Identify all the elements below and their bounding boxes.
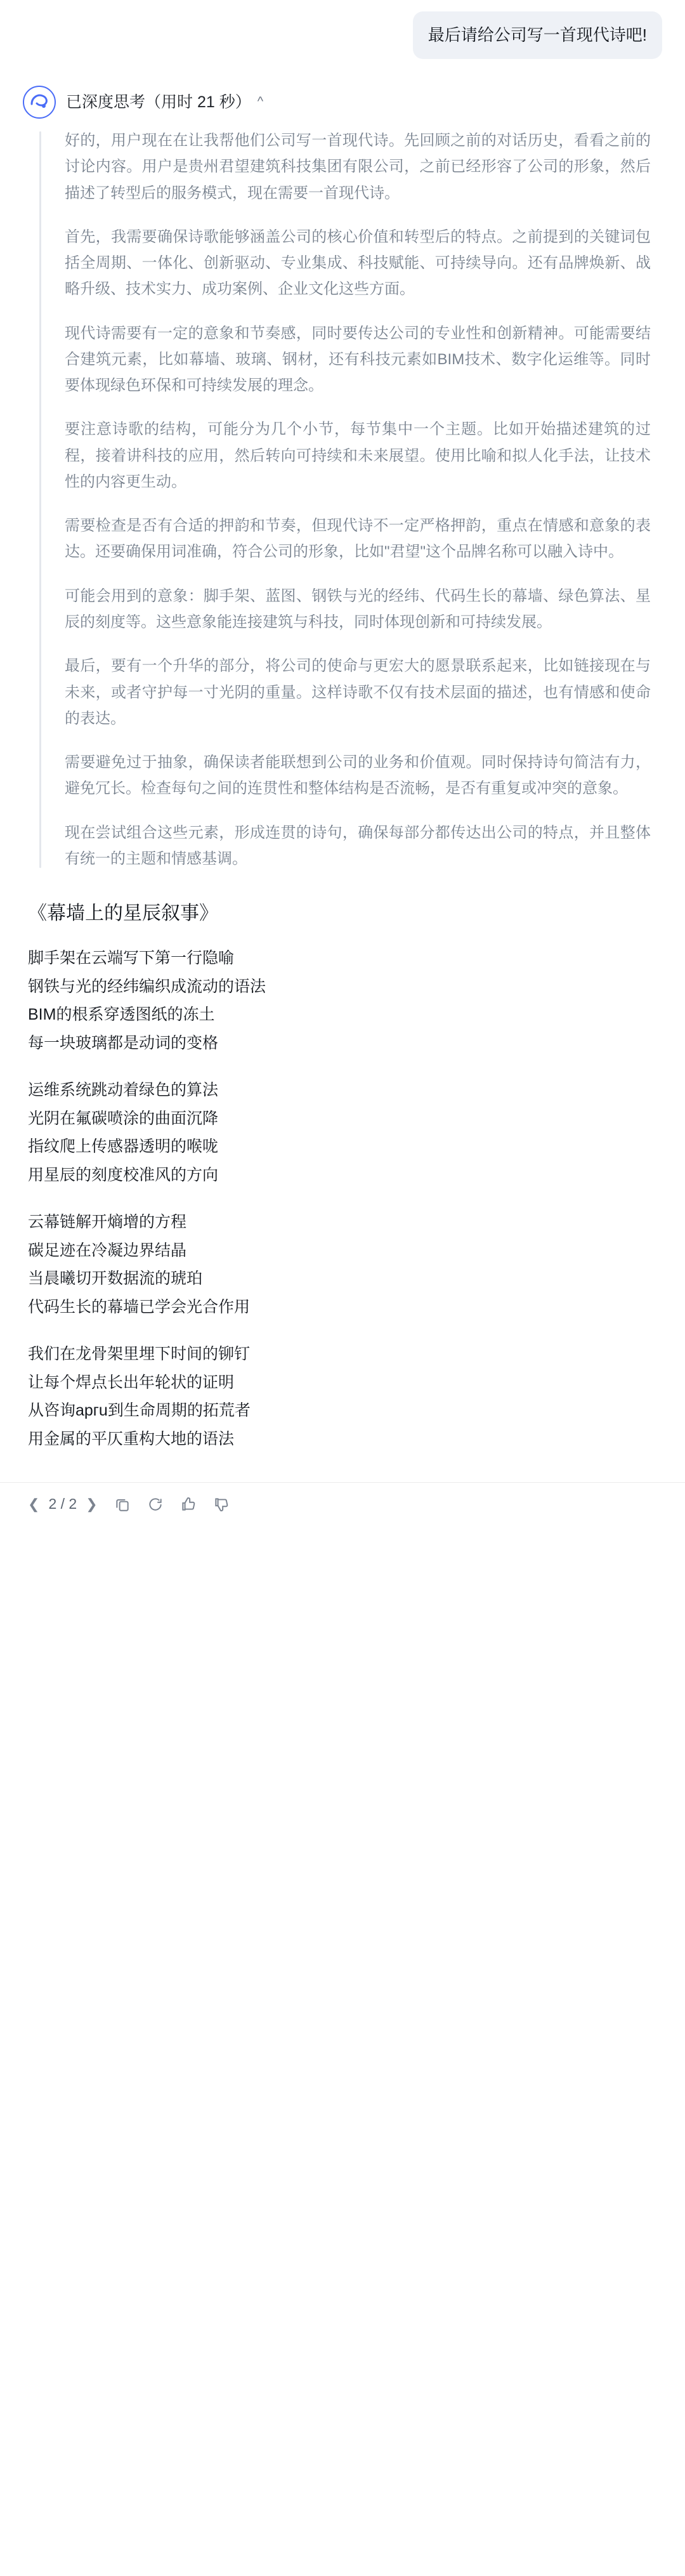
poem-line: 每一块玻璃都是动词的变格 [28, 1034, 219, 1052]
thinking-paragraph: 可能会用到的意象：脚手架、蓝图、钢铁与光的经纬、代码生长的幕墙、绿色算法、星辰的刻度等。这些意象能连接建筑与科技，同时体现创新和可持续发展。 [65, 587, 651, 631]
thinking-paragraph: 要注意诗歌的结构，可能分为几个小节，每节集中一个主题。比如开始描述建筑的过程，接着讲科技的应用，然后转向可持续和未来展望。使用比喻和拟人化手法，让技术性的内容更生动。 [65, 421, 651, 490]
thumbs-down-icon[interactable] [213, 1496, 230, 1513]
poem-line: BIM的根系穿透图纸的冻土 [28, 1006, 215, 1024]
response-pager [28, 1495, 98, 1513]
message-action-bar [0, 1482, 685, 1529]
thumbs-up-icon[interactable] [180, 1496, 197, 1513]
thinking-duration-label: 已深度思考（用时 21 秒） [66, 93, 251, 111]
poem-answer [28, 897, 657, 1453]
assistant-avatar-icon [23, 86, 56, 119]
poem-line: 指纹爬上传感器透明的喉咙 [28, 1138, 219, 1156]
thinking-paragraph: 最后，要有一个升华的部分，将公司的使命与更宏大的愿景联系起来，比如链接现在与未来，或者守护每一寸光阴的重量。这样诗歌不仅有技术层面的描述，也有情感和使命的表达。 [65, 657, 651, 727]
thinking-paragraph: 需要检查是否有合适的押韵和节奏，但现代诗不一定严格押韵，重点在情感和意象的表达。还要确保用词准确，符合公司的形象，比如"君望"这个品牌名称可以融入诗中。 [65, 517, 651, 561]
chevron-left-icon[interactable]: ❮ [28, 1495, 40, 1512]
poem-line: 用金属的平仄重构大地的语法 [28, 1429, 235, 1448]
poem-line: 我们在龙骨架里埋下时间的铆钉 [28, 1345, 251, 1364]
poem-stanza [28, 1076, 651, 1189]
poem-line: 代码生长的幕墙已学会光合作用 [28, 1298, 251, 1316]
poem-line: 碳足迹在冷凝边界结晶 [28, 1241, 187, 1259]
user-message-bubble: 最后请给公司写一首现代诗吧! [413, 11, 662, 59]
user-message-row [0, 0, 685, 59]
poem-line: 钢铁与光的经纬编织成流动的语法 [28, 977, 266, 996]
assistant-header [0, 59, 685, 119]
poem-stanza [28, 1340, 651, 1453]
thinking-paragraph: 需要避免过于抽象，确保读者能联想到公司的业务和价值观。同时保持诗句简洁有力，避免冗长。检查每句之间的连贯性和整体结构是否流畅，是否有重复或冲突的意象。 [65, 754, 651, 798]
thinking-paragraph: 现在尝试组合这些元素，形成连贯的诗句，确保每部分都传达出公司的特点，并且整体有统一的主题和情感基调。 [65, 824, 651, 867]
thinking-block [23, 128, 662, 872]
chevron-right-icon[interactable]: ❯ [86, 1495, 98, 1512]
poem-line: 让每个焊点长出年轮状的证明 [28, 1373, 235, 1391]
refresh-icon[interactable] [147, 1496, 164, 1513]
thinking-paragraph: 现代诗需要有一定的意象和节奏感，同时要传达公司的专业性和创新精神。可能需要结合建筑元素，比如幕墙、玻璃、钢材，还有科技元素如BIM技术、数字化运维等。同时要体现绿色环保和可持续发展的理念。 [65, 324, 651, 395]
copy-icon[interactable] [114, 1496, 131, 1513]
poem-line: 从咨询аргu到生命周期的拓荒者 [28, 1402, 251, 1420]
poem-stanza [28, 944, 651, 1057]
poem-line: 用星辰的刻度校准风的方向 [28, 1166, 219, 1184]
poem-line: 当晨曦切开数据流的琥珀 [28, 1270, 203, 1288]
thinking-paragraph: 好的，用户现在在让我帮他们公司写一首现代诗。先回顾之前的对话历史，看看之前的讨论内容。用户是贵州君望建筑科技集团有限公司，之前已经形容了公司的形象，然后描述了转型后的服务模式，现在需要一首现代诗。 [65, 132, 651, 202]
poem-stanza [28, 1208, 651, 1321]
poem-line: 云幕链解开熵增的方程 [28, 1213, 187, 1232]
poem-title: 《幕墙上的星辰叙事》 [28, 902, 218, 925]
poem-line: 运维系统跳动着绿色的算法 [28, 1081, 219, 1100]
thinking-toggle[interactable] [66, 84, 263, 112]
chevron-up-icon[interactable]: ^ [257, 95, 264, 108]
poem-line: 脚手架在云端写下第一行隐喻 [28, 949, 235, 968]
page-indicator: 2 / 2 [48, 1495, 77, 1513]
thinking-paragraph: 首先，我需要确保诗歌能够涵盖公司的核心价值和转型后的特点。之前提到的关键词包括全周期、一体化、创新驱动、专业集成、科技赋能、可持续导向。还有品牌焕新、战略升级、技术实力、成功案例、企业文化这些方面。 [65, 228, 651, 298]
poem-line: 光阴在氟碳喷涂的曲面沉降 [28, 1109, 219, 1127]
